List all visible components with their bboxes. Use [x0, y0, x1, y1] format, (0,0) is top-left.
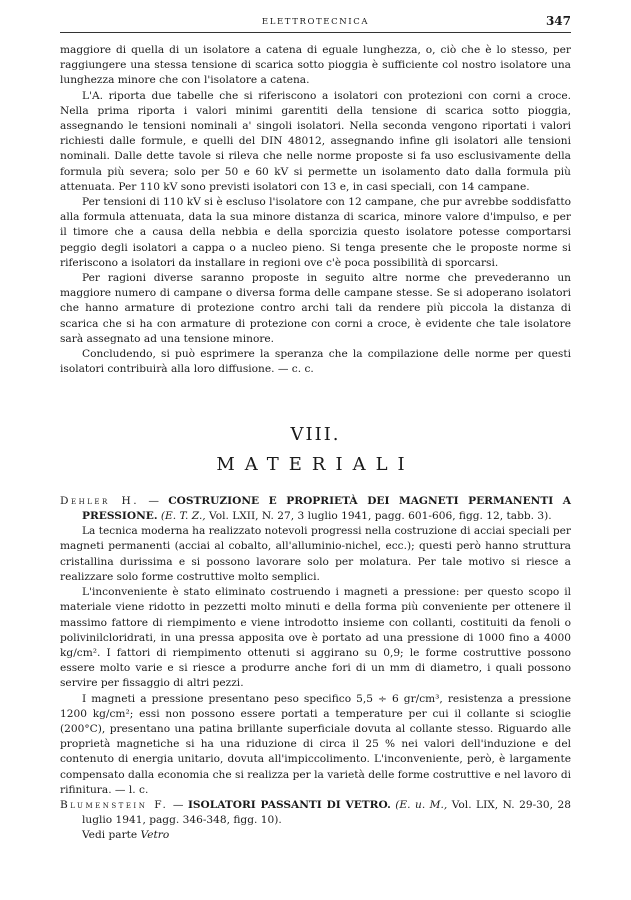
entry-title: ISOLATORI PASSANTI DI VETRO. [187, 798, 391, 811]
page-body [60, 43, 571, 844]
entry-author: Dehler H. [60, 494, 140, 507]
cross-reference-target: Vetro [140, 829, 170, 842]
entry-dash: — [139, 494, 169, 507]
paragraph: Concludendo, si può esprimere la speranza che la compilazione delle norme per questi isolatori contribuirà alla loro diffusione. — c. c. [60, 348, 571, 376]
page-header [60, 14, 571, 33]
paragraph: Per ragioni diverse saranno proposte in seguito altre norme che prevederanno un maggiore numero di campane o diversa forma delle campane stesse. Se si adoperano isolatori che hanno armature di protezione contro archi tali da rendere più piccola la distanza di scarica che si ha con armature di protezione con corni a croce, è evidente che tale isolatore sarà assegnato ad una tensione minore. [60, 272, 571, 345]
entry-title: COSTRUZIONE E PROPRIETÀ DEI MAGNETI PERMANENTI A PRESSIONE. [82, 494, 571, 523]
entry-dash: — [168, 798, 188, 811]
page-number: 347 [545, 14, 571, 28]
paragraph: L'A. riporta due tabelle che si riferiscono a isolatori con protezioni con corni a croce. Nella prima riporta i valori minimi garentiti della tensione di scarica sotto pioggia, assegnando le tensioni nominali a' singoli isolatori. Nella seconda vengono riportati i valori richiesti dalle formule, e quelli del DIN 48012, assegnando infine gli isolatori alle tensioni nominali. Dalle dette tavole si rileva che nelle norme proposte si fa uso esclusivamente della formula più severa; solo per 50 e 60 kV si permette un isolamento dato dalla formula più attenuata. Per 110 kV sono previsti isolatori con 13 e, in casi speciali, con 14 campane. [60, 89, 571, 193]
paragraph: Per tensioni di 110 kV si è escluso l'isolatore con 12 campane, che pur avrebbe soddisfatto alla formula attenuata, data la sua minore distanza di scarica, minore valore d'impulso, e per il timore che a causa della nebbia e della sporcizia questo isolatore potesse comportarsi peggio degli isolatori a cappa o a nucleo pieno. Si tenga presente che le proposte norme si riferiscono a isolatori da installare in regioni ove c'è poca possibilità di sporcarsi. [60, 196, 571, 269]
entry-journal: (E. u. M., [395, 798, 448, 811]
entry-citation: Vol. LIX, N. 29-30, 28 luglio 1941, pagg. 346-348, figg. 10). [82, 798, 571, 827]
section-number: VIII. [290, 424, 341, 446]
paragraph-continued: maggiore di quella di un isolatore a catena di eguale lunghezza, o, ciò che è lo stesso, per raggiungere una stessa tensione di scarica sotto pioggia è sufficiente col nostro isolatore una lunghezza minore che con l'isolatore a catena. [60, 44, 571, 87]
paragraph: I magneti a pressione presentano peso specifico 5,5 ÷ 6 gr/cm³, resistenza a pressione 1200 kg/cm²; essi non possono essere portati a temperature per cui il collante si scioglie (200°C), presentano una patina brillante superficiale dovuta al collante stesso. Riguardo alle proprietà magnetiche si ha una riduzione di circa il 25 % nei valori dell'induzione e del contenuto di energia unitario, dovuta all'impiccolimento. L'inconveniente, però, è largamente compensato dalla economia che si realizza per la varietà delle forme costruttive e nel lavoro di rifinitura. — l. c. [60, 692, 571, 796]
cross-reference [60, 828, 571, 843]
entry-author: Blumenstein F. [60, 798, 169, 811]
entry-heading [60, 798, 571, 828]
paragraph: La tecnica moderna ha realizzato notevoli progressi nella costruzione di acciai speciali per magneti permanenti (acciai al cobalto, all'alluminio-nichel, ecc.); questi però hanno struttura cristallina durissima e si possono lavorare solo per molatura. Per tale motivo si riesce a realizzare solo forme costruttive molto semplici. [60, 525, 571, 583]
paragraph: L'inconveniente è stato eliminato costruendo i magneti a pressione: per questo scopo il materiale viene ridotto in pezzetti molto minuti e della forma più conveniente per ottenere il massimo fattore di riempimento e viene introdotto insieme con collanti, costituiti da fenoli o polivinilcloridrati, in una pressa apposita ove è portato ad una pressione di 1000 fino a 4000 kg/cm². I fattori di riempimento ottenuti si aggirano su 0,9; le forme costruttive possono essere molto varie e si riesce a produrre anche fori di un mm di diametro, i quali possono servire per fissaggio di altri pezzi. [60, 586, 571, 690]
entry-journal: (E. T. Z., [160, 510, 206, 523]
cross-reference-prefix: Vedi parte [82, 829, 141, 842]
entry-citation: Vol. LXII, N. 27, 3 luglio 1941, pagg. 601-606, figg. 12, tabb. 3). [205, 510, 552, 523]
section-title: MATERIALI [216, 453, 415, 475]
entry-heading [60, 494, 571, 524]
running-title: ELETTROTECNICA [261, 17, 370, 27]
